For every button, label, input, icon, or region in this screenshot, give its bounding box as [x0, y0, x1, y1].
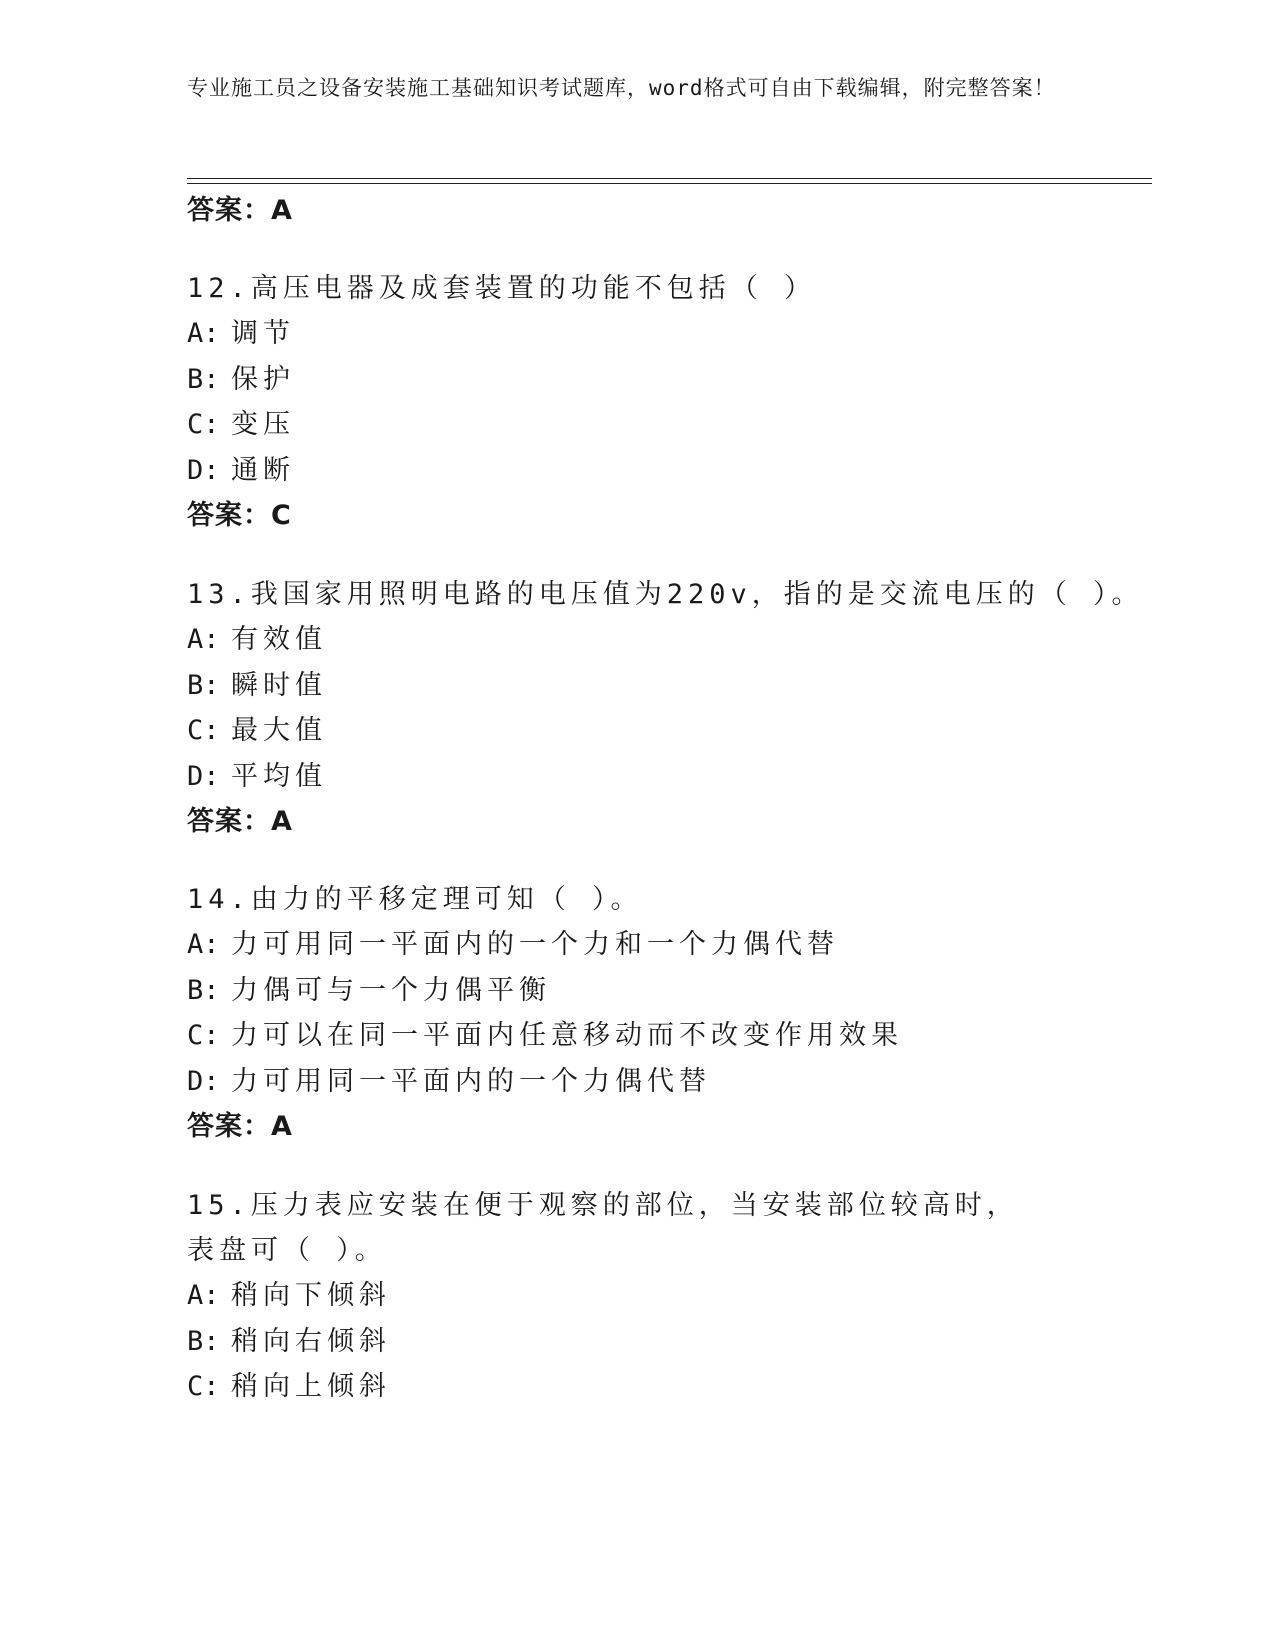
option-text: 最大值 — [231, 715, 327, 746]
question-stem: 12.高压电器及成套装置的功能不包括（ ） — [187, 273, 817, 304]
option-key: A: — [187, 318, 220, 349]
option-c — [187, 1364, 1037, 1410]
option-b — [187, 663, 1067, 709]
answer: 答案：C — [187, 500, 292, 531]
option-b — [187, 968, 1067, 1014]
answer: 答案：A — [187, 1111, 293, 1142]
option-a — [187, 1273, 1037, 1319]
option-text: 平均值 — [231, 760, 327, 792]
option-key: B: — [187, 1325, 220, 1357]
option-key: C: — [187, 1020, 220, 1051]
option-key: C: — [187, 715, 220, 746]
option-key: A: — [187, 929, 220, 960]
option-text: 瞬时值 — [231, 669, 327, 701]
option-text: 力可用同一平面内的一个力偶代替 — [231, 1065, 711, 1097]
option-key: B: — [187, 363, 220, 395]
option-key: A: — [187, 1280, 220, 1311]
option-text: 稍向右倾斜 — [231, 1325, 391, 1357]
option-text: 稍向下倾斜 — [231, 1280, 391, 1311]
option-text: 保护 — [231, 363, 295, 395]
option-key: C: — [187, 1371, 220, 1402]
answer-previous-question: 答案：A — [187, 195, 293, 226]
option-d — [187, 1059, 1067, 1105]
option-text: 稍向上倾斜 — [231, 1371, 391, 1402]
option-c — [187, 402, 1067, 448]
option-key: C: — [187, 409, 220, 440]
option-c — [187, 708, 1067, 754]
option-key: B: — [187, 669, 220, 701]
header-divider-bottom — [187, 183, 1152, 184]
question-stem: 13.我国家用照明电路的电压值为220v，指的是交流电压的（ ）。 — [187, 579, 1144, 610]
header-divider-top — [187, 178, 1152, 179]
question-12 — [187, 266, 1067, 539]
option-text: 力偶可与一个力偶平衡 — [231, 974, 551, 1006]
option-key: B: — [187, 974, 220, 1006]
question-stem: 14.由力的平移定理可知（ ）。 — [187, 884, 643, 915]
option-a — [187, 311, 1067, 357]
document-header: 专业施工员之设备安装施工基础知识考试题库，word格式可自由下载编辑，附完整答案！ — [187, 76, 1056, 100]
option-key: D: — [187, 760, 220, 792]
option-d — [187, 448, 1067, 494]
option-b — [187, 357, 1067, 403]
option-key: D: — [187, 454, 220, 486]
option-a — [187, 617, 1067, 663]
answer: 答案：A — [187, 806, 293, 837]
option-text: 调节 — [231, 318, 295, 349]
option-text: 力可用同一平面内的一个力和一个力偶代替 — [231, 929, 839, 960]
option-text: 力可以在同一平面内任意移动而不改变作用效果 — [231, 1020, 903, 1051]
question-14 — [187, 877, 1067, 1150]
question-13 — [187, 572, 1144, 845]
option-text: 变压 — [231, 409, 295, 440]
option-key: A: — [187, 624, 220, 655]
option-text: 有效值 — [231, 624, 327, 655]
question-15 — [187, 1183, 1037, 1410]
option-text: 通断 — [231, 454, 295, 486]
option-a — [187, 922, 1067, 968]
option-c — [187, 1013, 1067, 1059]
option-d — [187, 754, 1067, 800]
option-key: D: — [187, 1065, 220, 1097]
question-stem: 15.压力表应安装在便于观察的部位，当安装部位较高时，表盘可（ ）。 — [187, 1190, 1019, 1266]
option-b — [187, 1319, 1037, 1365]
